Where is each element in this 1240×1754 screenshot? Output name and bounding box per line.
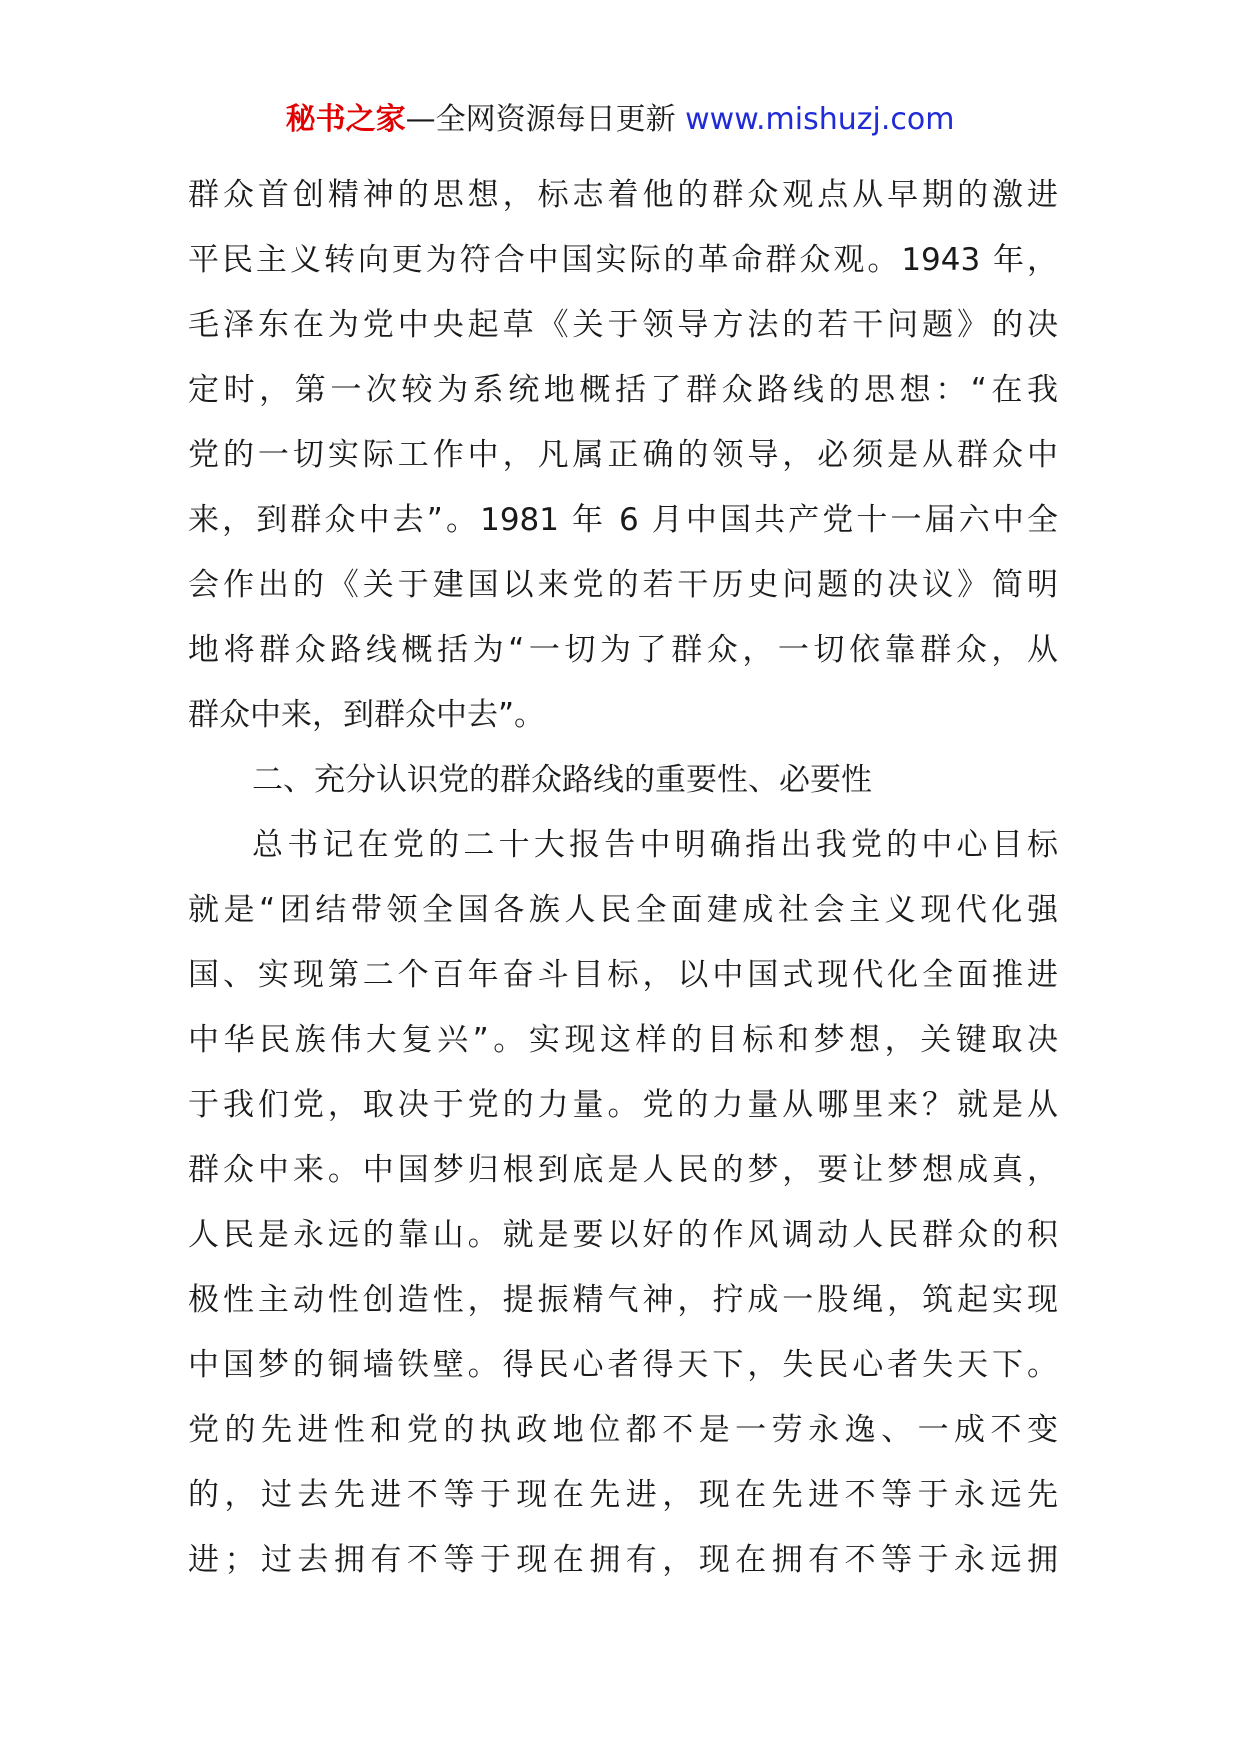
- paragraph-1-line: 平民主义转向更为符合中国实际的革命群众观。1943 年，: [188, 242, 1058, 278]
- paragraph-1-line: 会作出的《关于建国以来党的若干历史问题的决议》简明: [188, 567, 1058, 603]
- paragraph-2-line: 中国梦的铜墙铁壁。得民心者得天下，失民心者失天下。: [188, 1347, 1058, 1383]
- paragraph-1-line: 地将群众路线概括为“一切为了群众，一切依靠群众，从: [188, 632, 1058, 668]
- paragraph-1-line: 群众中来，到群众中去”。: [188, 697, 546, 733]
- header-tagline: —全网资源每日更新: [405, 102, 686, 137]
- paragraph-2-line: 于我们党，取决于党的力量。党的力量从哪里来？就是从: [188, 1087, 1058, 1123]
- paragraph-1-line: 定时，第一次较为系统地概括了群众路线的思想：“在我: [188, 372, 1058, 408]
- paragraph-1-line: 来，到群众中去”。1981 年 6 月中国共产党十一届六中全: [188, 502, 1058, 538]
- paragraph-1-line: 党的一切实际工作中，凡属正确的领导，必须是从群众中: [188, 437, 1058, 473]
- section-heading: 二、充分认识党的群众路线的重要性、必要性: [252, 762, 872, 798]
- page-header: [0, 100, 1240, 140]
- paragraph-2-line: 中华民族伟大复兴”。实现这样的目标和梦想，关键取决: [188, 1022, 1058, 1058]
- document-body: [188, 163, 1058, 1593]
- paragraph-2-line: 国、实现第二个百年奋斗目标，以中国式现代化全面推进: [188, 957, 1058, 993]
- paragraph-2-line: 进；过去拥有不等于现在拥有，现在拥有不等于永远拥: [188, 1542, 1058, 1578]
- paragraph-2-line: 总书记在党的二十大报告中明确指出我党的中心目标: [252, 827, 1058, 863]
- paragraph-2-line: 党的先进性和党的执政地位都不是一劳永逸、一成不变: [188, 1412, 1058, 1448]
- paragraph-2-line: 人民是永远的靠山。就是要以好的作风调动人民群众的积: [188, 1217, 1058, 1253]
- paragraph-2-line: 极性主动性创造性，提振精气神，拧成一股绳，筑起实现: [188, 1282, 1058, 1318]
- brand-name: 秘书之家: [285, 102, 406, 137]
- paragraph-2-line: 群众中来。中国梦归根到底是人民的梦，要让梦想成真，: [188, 1152, 1058, 1188]
- website-link[interactable]: www.mishuzj.com: [685, 102, 955, 137]
- paragraph-2-line: 的，过去先进不等于现在先进，现在先进不等于永远先: [188, 1477, 1058, 1513]
- paragraph-2-line: 就是“团结带领全国各族人民全面建成社会主义现代化强: [188, 892, 1058, 928]
- paragraph-1-line: 群众首创精神的思想，标志着他的群众观点从早期的激进: [188, 177, 1058, 213]
- paragraph-1-line: 毛泽东在为党中央起草《关于领导方法的若干问题》的决: [188, 307, 1058, 343]
